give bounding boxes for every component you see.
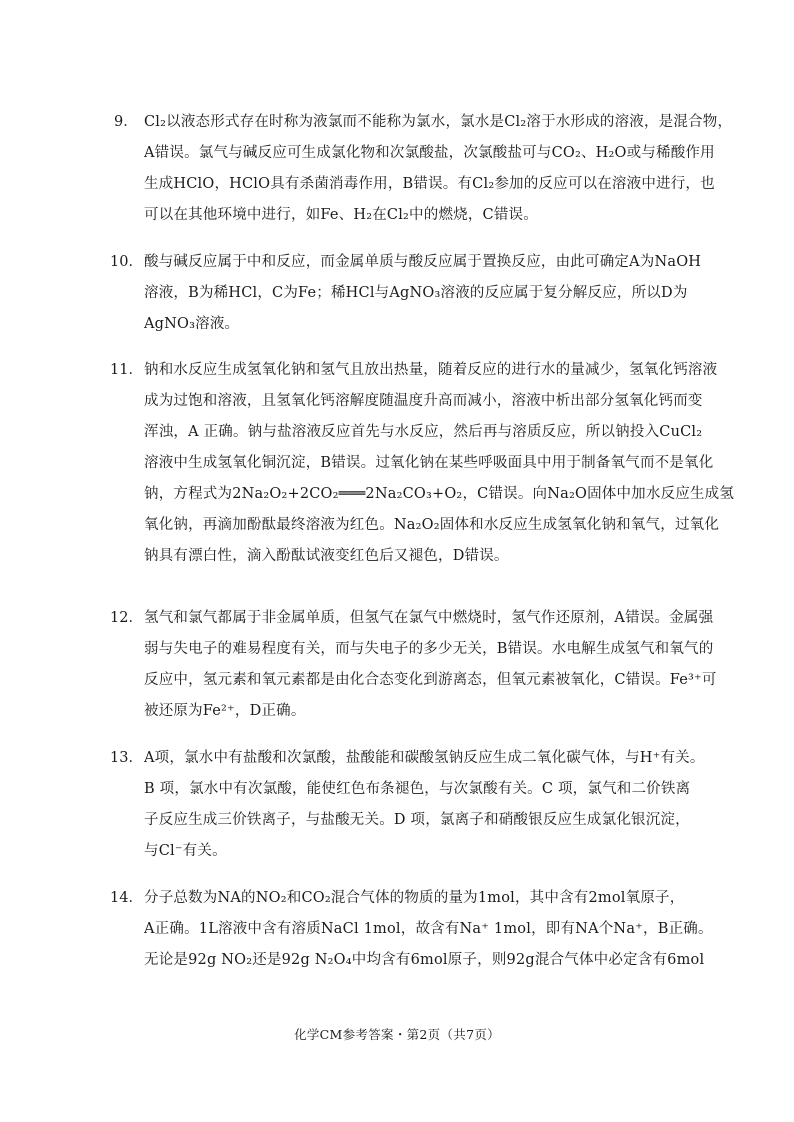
item-line: 子反应生成三价铁离子，与盐酸无关。D 项，氯离子和硝酸银反应生成氯化银沉淀，	[144, 812, 690, 828]
page-footer: 化学CM参考答案・第2页（共7页）	[294, 1027, 500, 1042]
item-number: 14．	[110, 890, 143, 906]
answer-item-13	[110, 743, 705, 867]
item-line: 反应中，氢元素和氧元素都是由化合态变化到游离态，但氧元素被氧化，C错误。Fe³⁺可	[144, 672, 717, 688]
item-number: 10．	[110, 254, 143, 270]
item-line: A正确。1L溶液中含有溶质NaCl 1mol，故含有Na⁺ 1mol，即有NA个Na⁺，B正确。	[144, 921, 713, 937]
item-number: 13．	[110, 750, 143, 766]
item-line: 钠具有漂白性，滴入酚酞试液变红色后又褪色，D错误。	[144, 548, 509, 564]
item-line: 分子总数为NA的NO₂和CO₂混合气体的物质的量为1mol，其中含有2mol氧原子，	[144, 890, 685, 906]
item-line: 酸与碱反应属于中和反应，而金属单质与酸反应属于置换反应，由此可确定A为NaOH	[144, 254, 702, 270]
answer-item-9	[114, 107, 733, 231]
item-line: 氢气和氯气都属于非金属单质，但氢气在氯气中燃烧时，氢气作还原剂，A错误。金属强	[144, 610, 714, 626]
item-line: 钠，方程式为2Na₂O₂+2CO₂═══2Na₂CO₃+O₂，C错误。向Na₂O固体中加水反应生成氢	[144, 486, 735, 502]
item-number: 12．	[110, 610, 143, 626]
item-number: 9．	[114, 114, 138, 130]
item-line: 浑浊，A 正确。钠与盐溶液反应首先与水反应，然后再与溶质反应，所以钠投入CuCl₂	[144, 424, 703, 440]
answer-item-12	[110, 603, 717, 727]
item-line: AgNO₃溶液。	[144, 316, 240, 332]
answer-item-10	[110, 247, 702, 340]
item-line: 弱与失电子的难易程度有关，而与失电子的多少无关，B错误。水电解生成氢气和氧气的	[144, 641, 714, 657]
item-line: 被还原为Fe²⁺，D正确。	[144, 703, 306, 719]
item-line: 溶液中生成氢氧化铜沉淀，B错误。过氧化钠在某些呼吸面具中用于制备氧气而不是氧化	[144, 455, 714, 471]
item-line: A项，氯水中有盐酸和次氯酸，盐酸能和碳酸氢钠反应生成二氧化碳气体，与H⁺有关。	[144, 750, 705, 766]
item-line: 可以在其他环境中进行，如Fe、H₂在Cl₂中的燃烧，C错误。	[144, 207, 538, 223]
item-line: A错误。氯气与碱反应可生成氯化物和次氯酸盐，次氯酸盐可与CO₂、H₂O或与稀酸作用	[144, 145, 715, 161]
item-line: 生成HClO，HClO具有杀菌消毒作用，B错误。有Cl₂参加的反应可以在溶液中进行，也	[144, 176, 715, 192]
item-number: 11．	[110, 362, 143, 378]
item-line: 氧化钠，再滴加酚酞最终溶液为红色。Na₂O₂固体和水反应生成氢氧化钠和氧气，过氧化	[144, 517, 720, 533]
item-line: 溶液，B为稀HCl，C为Fe；稀HCl与AgNO₃溶液的反应属于复分解反应，所以D为	[144, 285, 688, 301]
answer-item-14	[110, 883, 713, 976]
item-line: 与Cl⁻有关。	[144, 843, 227, 859]
item-line: Cl₂以液态形式存在时称为液氯而不能称为氯水，氯水是Cl₂溶于水形成的溶液，是混合物，	[144, 114, 733, 130]
item-line: 成为过饱和溶液，且氢氧化钙溶解度随温度升高而减小，溶液中析出部分氢氧化钙而变	[144, 393, 703, 409]
answer-item-11	[110, 355, 735, 572]
item-line: 钠和水反应生成氢氧化钠和氢气且放出热量，随着反应的进行水的量减少，氢氧化钙溶液	[144, 362, 718, 378]
item-line: B 项，氯水中有次氯酸，能使红色布条褪色，与次氯酸有关。C 项，氯气和二价铁离	[144, 781, 691, 797]
item-line: 无论是92g NO₂还是92g N₂O₄中均含有6mol原子，则92g混合气体中必定含有6mol	[144, 952, 705, 968]
